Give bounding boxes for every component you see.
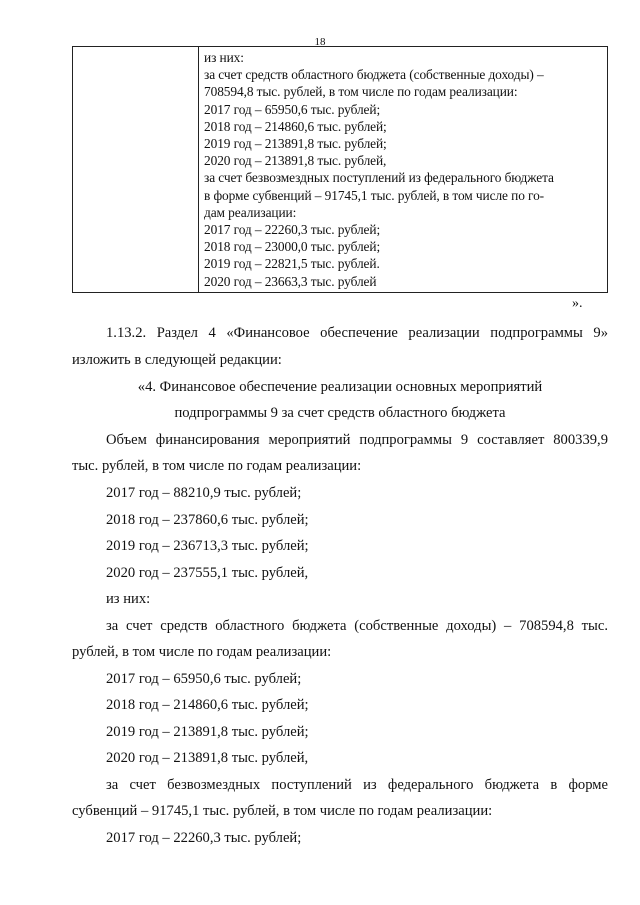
- table-cell-line: 2018 год – 23000,0 тыс. рублей;: [204, 239, 381, 255]
- volume-paragraph-line-2: тыс. рублей, в том числе по годам реализации:: [72, 458, 362, 474]
- regional-2017-line: 2017 год – 65950,6 тыс. рублей;: [106, 671, 302, 687]
- regional-paragraph-line-2: рублей, в том числе по годам реализации:: [72, 644, 332, 660]
- table-cell-line: в форме субвенций – 91745,1 тыс. рублей, в том числе по го-: [204, 187, 545, 203]
- funding-table: [72, 46, 608, 293]
- total-2019-line: 2019 год – 236713,3 тыс. рублей;: [106, 538, 309, 554]
- table-cell-line: 2017 год – 22260,3 тыс. рублей;: [204, 222, 381, 238]
- federal-2017-line: 2017 год – 22260,3 тыс. рублей;: [106, 830, 302, 846]
- section-instruction-line-2: изложить в следующей редакции:: [72, 352, 282, 368]
- regional-2018-line: 2018 год – 214860,6 тыс. рублей;: [106, 697, 309, 713]
- total-2018-line: 2018 год – 237860,6 тыс. рублей;: [106, 512, 309, 528]
- table-cell-line: 2018 год – 214860,6 тыс. рублей;: [204, 118, 387, 134]
- federal-paragraph-line-1: за счет безвозмездных поступлений из федерального бюджета в форме: [106, 777, 608, 793]
- table-cell-line: за счет средств областного бюджета (собственные доходы) –: [204, 67, 544, 83]
- regional-paragraph-line-1: за счет средств областного бюджета (собственные доходы) – 708594,8 тыс.: [106, 618, 608, 634]
- federal-paragraph-line-2: субвенций – 91745,1 тыс. рублей, в том числе по годам реализации:: [72, 803, 493, 819]
- table-left-cell: [73, 47, 199, 292]
- regional-2020-line: 2020 год – 213891,8 тыс. рублей,: [106, 750, 309, 766]
- section-heading-line-2: подпрограммы 9 за счет средств областного бюджета: [174, 405, 506, 421]
- total-2017-line: 2017 год – 88210,9 тыс. рублей;: [106, 485, 302, 501]
- total-2020-line: 2020 год – 237555,1 тыс. рублей,: [106, 565, 309, 581]
- volume-paragraph-line-1: Объем финансирования мероприятий подпрограммы 9 составляет 800339,9: [106, 432, 608, 448]
- page-number: 18: [314, 36, 326, 48]
- closing-quote: ».: [572, 296, 583, 311]
- regional-2019-line: 2019 год – 213891,8 тыс. рублей;: [106, 724, 309, 740]
- table-cell-line: 2019 год – 22821,5 тыс. рублей.: [204, 256, 380, 272]
- of-them-line: из них:: [106, 591, 151, 607]
- table-right-cell: [199, 47, 607, 292]
- table-cell-line: 2020 год – 23663,3 тыс. рублей: [204, 273, 377, 289]
- table-cell-line: 2019 год – 213891,8 тыс. рублей;: [204, 136, 387, 152]
- section-instruction-line-1: 1.13.2. Раздел 4 «Финансовое обеспечение реализации подпрограммы 9»: [106, 325, 608, 341]
- table-cell-line: 2020 год – 213891,8 тыс. рублей,: [204, 153, 387, 169]
- table-cell-line: 708594,8 тыс. рублей, в том числе по годам реализации:: [204, 84, 518, 100]
- table-cell-line: дам реализации:: [204, 204, 297, 220]
- table-cell-line: за счет безвозмездных поступлений из федерального бюджета: [204, 170, 554, 186]
- section-heading-line-1: «4. Финансовое обеспечение реализации основных мероприятий: [137, 379, 543, 395]
- table-cell-line: из них:: [204, 50, 244, 65]
- table-cell-line: 2017 год – 65950,6 тыс. рублей;: [204, 101, 381, 117]
